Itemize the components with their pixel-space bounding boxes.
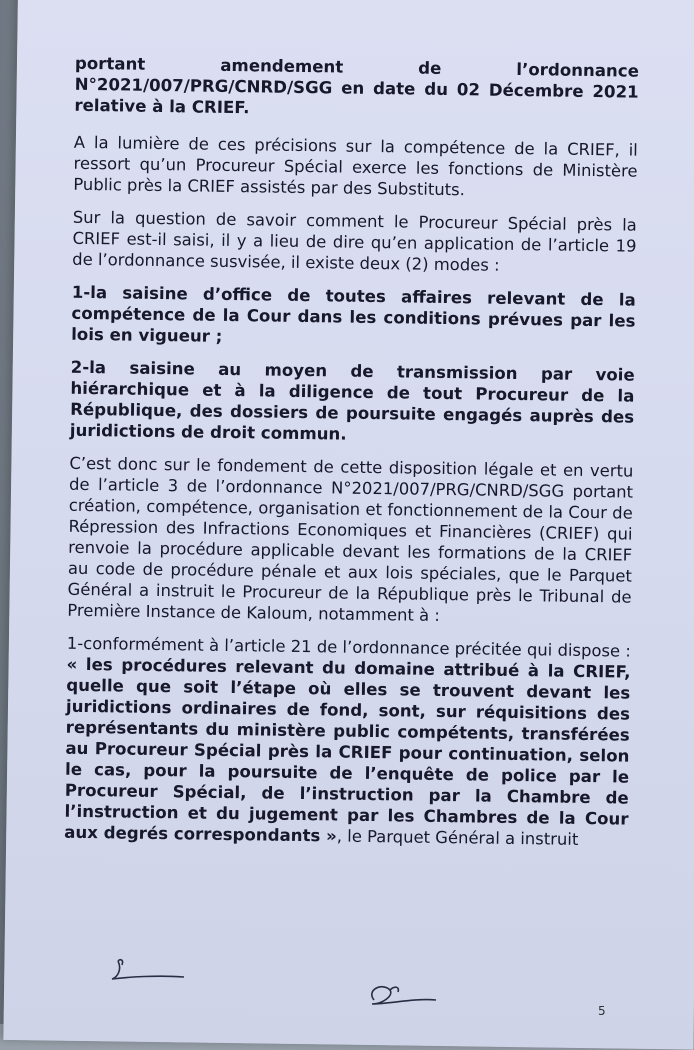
document-title: portant amendement de l’ordonnance N°2021/007/PRG/CNRD/SGG en date du 02 Décembre 2021 relative à la CRIEF.	[74, 53, 640, 118]
paragraph-fondement: C’est donc sur le fondement de cette disposition légale et en vertu de l’article 3 de l’ordonnance N°2021/007/PRG/CNRD/SGG portant création, compétence, organisation et fonctionnement de la Cour de Répression des Infractions Economiques et Financières (CRIEF) qui renvoie la procédure applicable devant les formations de la CRIEF au code de procédure pénale et aux lois spéciales, que le Parquet Général a instruit le Procureur de la République près le Tribunal de Première Instance de Kaloum, notamment à :	[67, 453, 634, 625]
mode-1-item: 1-la saisine d’office de toutes affaires relevant de la compétence de la Cour dans les conditions prévues par les lois en vigueur ;	[71, 282, 636, 346]
article-21-ending: , le Parquet Général a instruit	[336, 826, 579, 849]
initials-signature-right	[360, 980, 440, 1012]
paragraph-saisine-question: Sur la question de savoir comment le Procureur Spécial près la CRIEF est-il saisi, il y a lieu de dire qu’en application de l’article 19 de l’ordonnance susvisée, il existe deux (2) modes :	[72, 207, 637, 275]
paragraph-article-21	[64, 633, 631, 851]
initials-signature-left	[108, 955, 188, 985]
document-body	[64, 53, 639, 863]
page-number: 5	[598, 1004, 606, 1018]
article-21-quote: « les procédures relevant du domaine attribué à la CRIEF, quelle que soit l’étape où elles se trouvent devant les juridictions ordinaires de fond, sont, sur réquisitions des représentants du ministère public compétents, transférées au Procureur Spécial près la CRIEF pour continuation, selon le cas, pour la poursuite de l’enquête de police par le Procureur Spécial, de l’instruction par la Chambre de l’instruction et du jugement par les Chambres de la Cour aux degrés correspondants »	[64, 654, 631, 846]
article-21-intro: 1-conformément à l’article 21 de l’ordonnance précitée qui dispose :	[66, 633, 631, 661]
document-page	[3, 0, 694, 1050]
paragraph-competence: A la lumière de ces précisions sur la compétence de la CRIEF, il ressort qu’un Procureur Spécial exerce les fonctions de Ministère Public près la CRIEF assistés par des Substituts.	[73, 132, 638, 200]
mode-2-item: 2-la saisine au moyen de transmission par voie hiérarchique et à la diligence de tout Procureur de la République, des dossiers de poursuite engagés auprès des juridictions de droit commun.	[69, 357, 635, 444]
